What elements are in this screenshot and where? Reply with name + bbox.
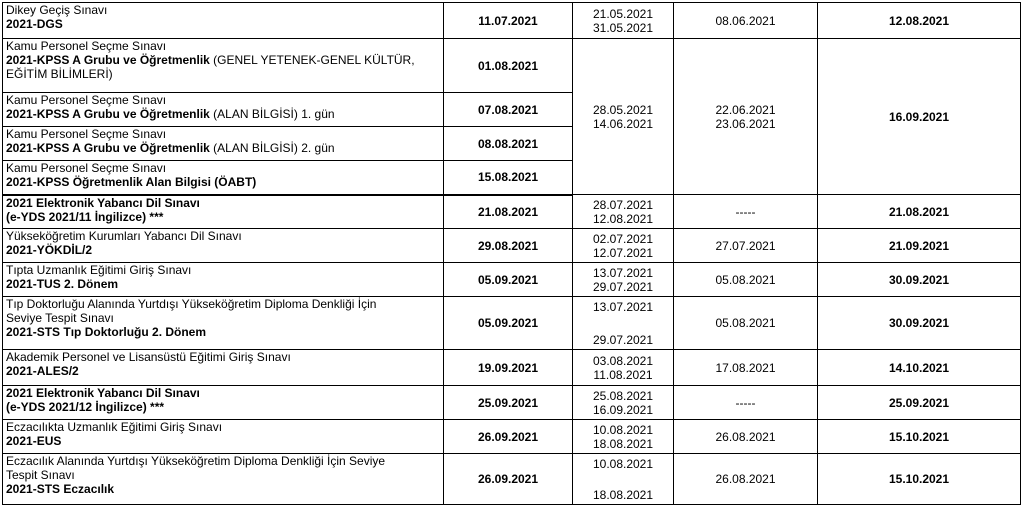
application-end: 16.09.2021	[592, 402, 654, 417]
exam-name-cell	[3, 161, 444, 195]
result-date: 15.10.2021	[818, 420, 1021, 454]
exam-name-cell	[3, 350, 444, 386]
exam-code: 2021-KPSS A Grubu ve Öğretmenlik	[6, 53, 210, 67]
table-row	[3, 263, 1021, 297]
application-end: 29.07.2021	[592, 333, 654, 347]
exam-date: 08.08.2021	[444, 127, 573, 161]
late-application-end: 23.06.2021	[715, 116, 776, 131]
result-date: 30.09.2021	[818, 263, 1021, 297]
late-application-date: 05.08.2021	[674, 297, 818, 350]
application-start: 13.07.2021	[592, 265, 654, 280]
exam-code: 2021-ALES/2	[6, 364, 79, 378]
exam-name: Eczacılıkta Uzmanlık Eğitimi Giriş Sınavı	[6, 420, 223, 434]
table-row	[3, 454, 1021, 505]
exam-code: 2021-TUS 2. Dönem	[6, 277, 119, 291]
result-date: 15.10.2021	[818, 454, 1021, 505]
exam-date: 05.09.2021	[444, 263, 573, 297]
exam-name-cell	[3, 195, 444, 229]
exam-date: 21.08.2021	[444, 195, 573, 229]
exam-name: Kamu Personel Seçme Sınavı	[6, 93, 167, 107]
exam-name-cell	[3, 3, 444, 39]
application-start: 02.07.2021	[592, 231, 654, 246]
exam-code-suffix: (ALAN BİLGİSİ) 2. gün	[209, 141, 335, 155]
exam-name: Akademik Personel ve Lisansüstü Eğitimi Giriş Sınavı	[6, 350, 291, 364]
exam-date: 01.08.2021	[444, 39, 573, 93]
table-row	[3, 229, 1021, 263]
exam-name: Kamu Personel Seçme Sınavı	[6, 127, 167, 141]
application-start: 10.08.2021	[592, 457, 654, 471]
exam-name-line-2: Seviye Tespit Sınavı	[6, 311, 114, 325]
application-end: 31.05.2021	[592, 20, 654, 35]
exam-code: 2021-KPSS Öğretmenlik Alan Bilgisi (ÖABT)	[6, 175, 257, 189]
exam-code-suffix: (ALAN BİLGİSİ) 1. gün	[209, 107, 335, 121]
application-dates-cell	[573, 386, 674, 420]
application-dates-cell	[573, 350, 674, 386]
exam-name-cell	[3, 39, 444, 93]
exam-name: Eczacılık Alanında Yurtdışı Yükseköğretim Diploma Denkliği İçin Seviye	[6, 454, 386, 468]
application-start: 10.08.2021	[592, 422, 654, 437]
application-start: 28.07.2021	[592, 197, 654, 212]
exam-date: 15.08.2021	[444, 161, 573, 195]
application-start: 03.08.2021	[592, 353, 654, 368]
exam-name: Tıp Doktorluğu Alanında Yurtdışı Yükseköğretim Diploma Denkliği İçin	[6, 297, 377, 311]
table-row	[3, 297, 1021, 350]
late-application-date: 05.08.2021	[674, 263, 818, 297]
exam-code: 2021-YÖKDİL/2	[6, 243, 93, 257]
exam-code-suffix: (GENEL YETENEK-GENEL KÜLTÜR, EĞİTİM BİLİMLERİ)	[6, 53, 415, 81]
exam-code: (e-YDS 2021/11 İngilizce) ***	[6, 209, 164, 224]
exam-code: 2021-STS Eczacılık	[6, 482, 115, 496]
application-end: 18.08.2021	[592, 488, 654, 502]
late-application-date: -----	[674, 386, 818, 420]
application-dates-cell	[573, 3, 674, 39]
table-row	[3, 420, 1021, 454]
exam-name: 2021 Elektronik Yabancı Dil Sınavı	[6, 195, 200, 210]
late-application-date: -----	[674, 195, 818, 229]
exam-code: (e-YDS 2021/12 İngilizce) ***	[6, 400, 165, 414]
kpss-application-dates-cell	[573, 39, 674, 195]
application-end: 14.06.2021	[592, 116, 654, 131]
exam-name: Kamu Personel Seçme Sınavı	[6, 161, 167, 175]
exam-name-cell	[3, 229, 444, 263]
result-date: 25.09.2021	[818, 386, 1021, 420]
late-application-date: 17.08.2021	[674, 350, 818, 386]
result-date: 12.08.2021	[818, 3, 1021, 39]
application-dates-cell	[573, 263, 674, 297]
exam-date: 19.09.2021	[444, 350, 573, 386]
application-end: 29.07.2021	[592, 279, 654, 294]
exam-date: 29.08.2021	[444, 229, 573, 263]
exam-name-cell	[3, 386, 444, 420]
application-end: 12.07.2021	[592, 245, 654, 260]
exam-name-cell	[3, 93, 444, 127]
exam-date: 25.09.2021	[444, 386, 573, 420]
application-start: 21.05.2021	[592, 6, 654, 21]
late-application-date: 27.07.2021	[674, 229, 818, 263]
exam-name-cell	[3, 297, 444, 350]
exam-date: 11.07.2021	[444, 3, 573, 39]
late-application-start: 22.06.2021	[715, 102, 776, 117]
exam-schedule-table	[2, 2, 1021, 505]
table-row	[3, 39, 1021, 93]
exam-date: 26.09.2021	[444, 454, 573, 505]
exam-name: Kamu Personel Seçme Sınavı	[6, 39, 167, 53]
exam-name-cell	[3, 263, 444, 297]
result-date: 30.09.2021	[818, 297, 1021, 350]
table-row	[3, 386, 1021, 420]
table-row	[3, 350, 1021, 386]
exam-name: Dikey Geçiş Sınavı	[6, 3, 108, 17]
exam-name-line-2: Tespit Sınavı	[6, 468, 75, 482]
exam-code: 2021-EUS	[6, 434, 62, 448]
application-dates-cell	[573, 297, 674, 350]
exam-code: 2021-DGS	[6, 17, 63, 31]
exam-name-cell	[3, 127, 444, 161]
exam-date: 26.09.2021	[444, 420, 573, 454]
application-dates-cell	[573, 454, 674, 505]
result-date: 21.09.2021	[818, 229, 1021, 263]
application-start: 13.07.2021	[592, 300, 654, 314]
kpss-result-date: 16.09.2021	[818, 39, 1021, 195]
application-end: 18.08.2021	[592, 436, 654, 451]
exam-code: 2021-STS Tıp Doktorluğu 2. Dönem	[6, 325, 207, 339]
application-dates-cell	[573, 420, 674, 454]
result-date: 14.10.2021	[818, 350, 1021, 386]
application-start: 28.05.2021	[592, 102, 654, 117]
application-start: 25.08.2021	[592, 388, 654, 403]
exam-date: 05.09.2021	[444, 297, 573, 350]
exam-name-cell	[3, 420, 444, 454]
exam-name: Tıpta Uzmanlık Eğitimi Giriş Sınavı	[6, 263, 192, 277]
exam-code: 2021-KPSS A Grubu ve Öğretmenlik	[6, 141, 210, 155]
late-application-date: 26.08.2021	[674, 454, 818, 505]
exam-date: 07.08.2021	[444, 93, 573, 127]
kpss-late-application-cell	[674, 39, 818, 195]
exam-code: 2021-KPSS A Grubu ve Öğretmenlik	[6, 107, 210, 121]
late-application-date: 26.08.2021	[674, 420, 818, 454]
application-end: 11.08.2021	[593, 367, 653, 382]
application-end: 12.08.2021	[592, 211, 654, 226]
exam-name: 2021 Elektronik Yabancı Dil Sınavı	[6, 386, 200, 400]
table-row	[3, 3, 1021, 39]
application-dates-cell	[573, 195, 674, 229]
application-dates-cell	[573, 229, 674, 263]
exam-name: Yükseköğretim Kurumları Yabancı Dil Sınavı	[6, 229, 242, 243]
result-date: 21.08.2021	[818, 195, 1021, 229]
exam-name-cell	[3, 454, 444, 505]
table-row	[3, 195, 1021, 229]
late-application-date: 08.06.2021	[674, 3, 818, 39]
